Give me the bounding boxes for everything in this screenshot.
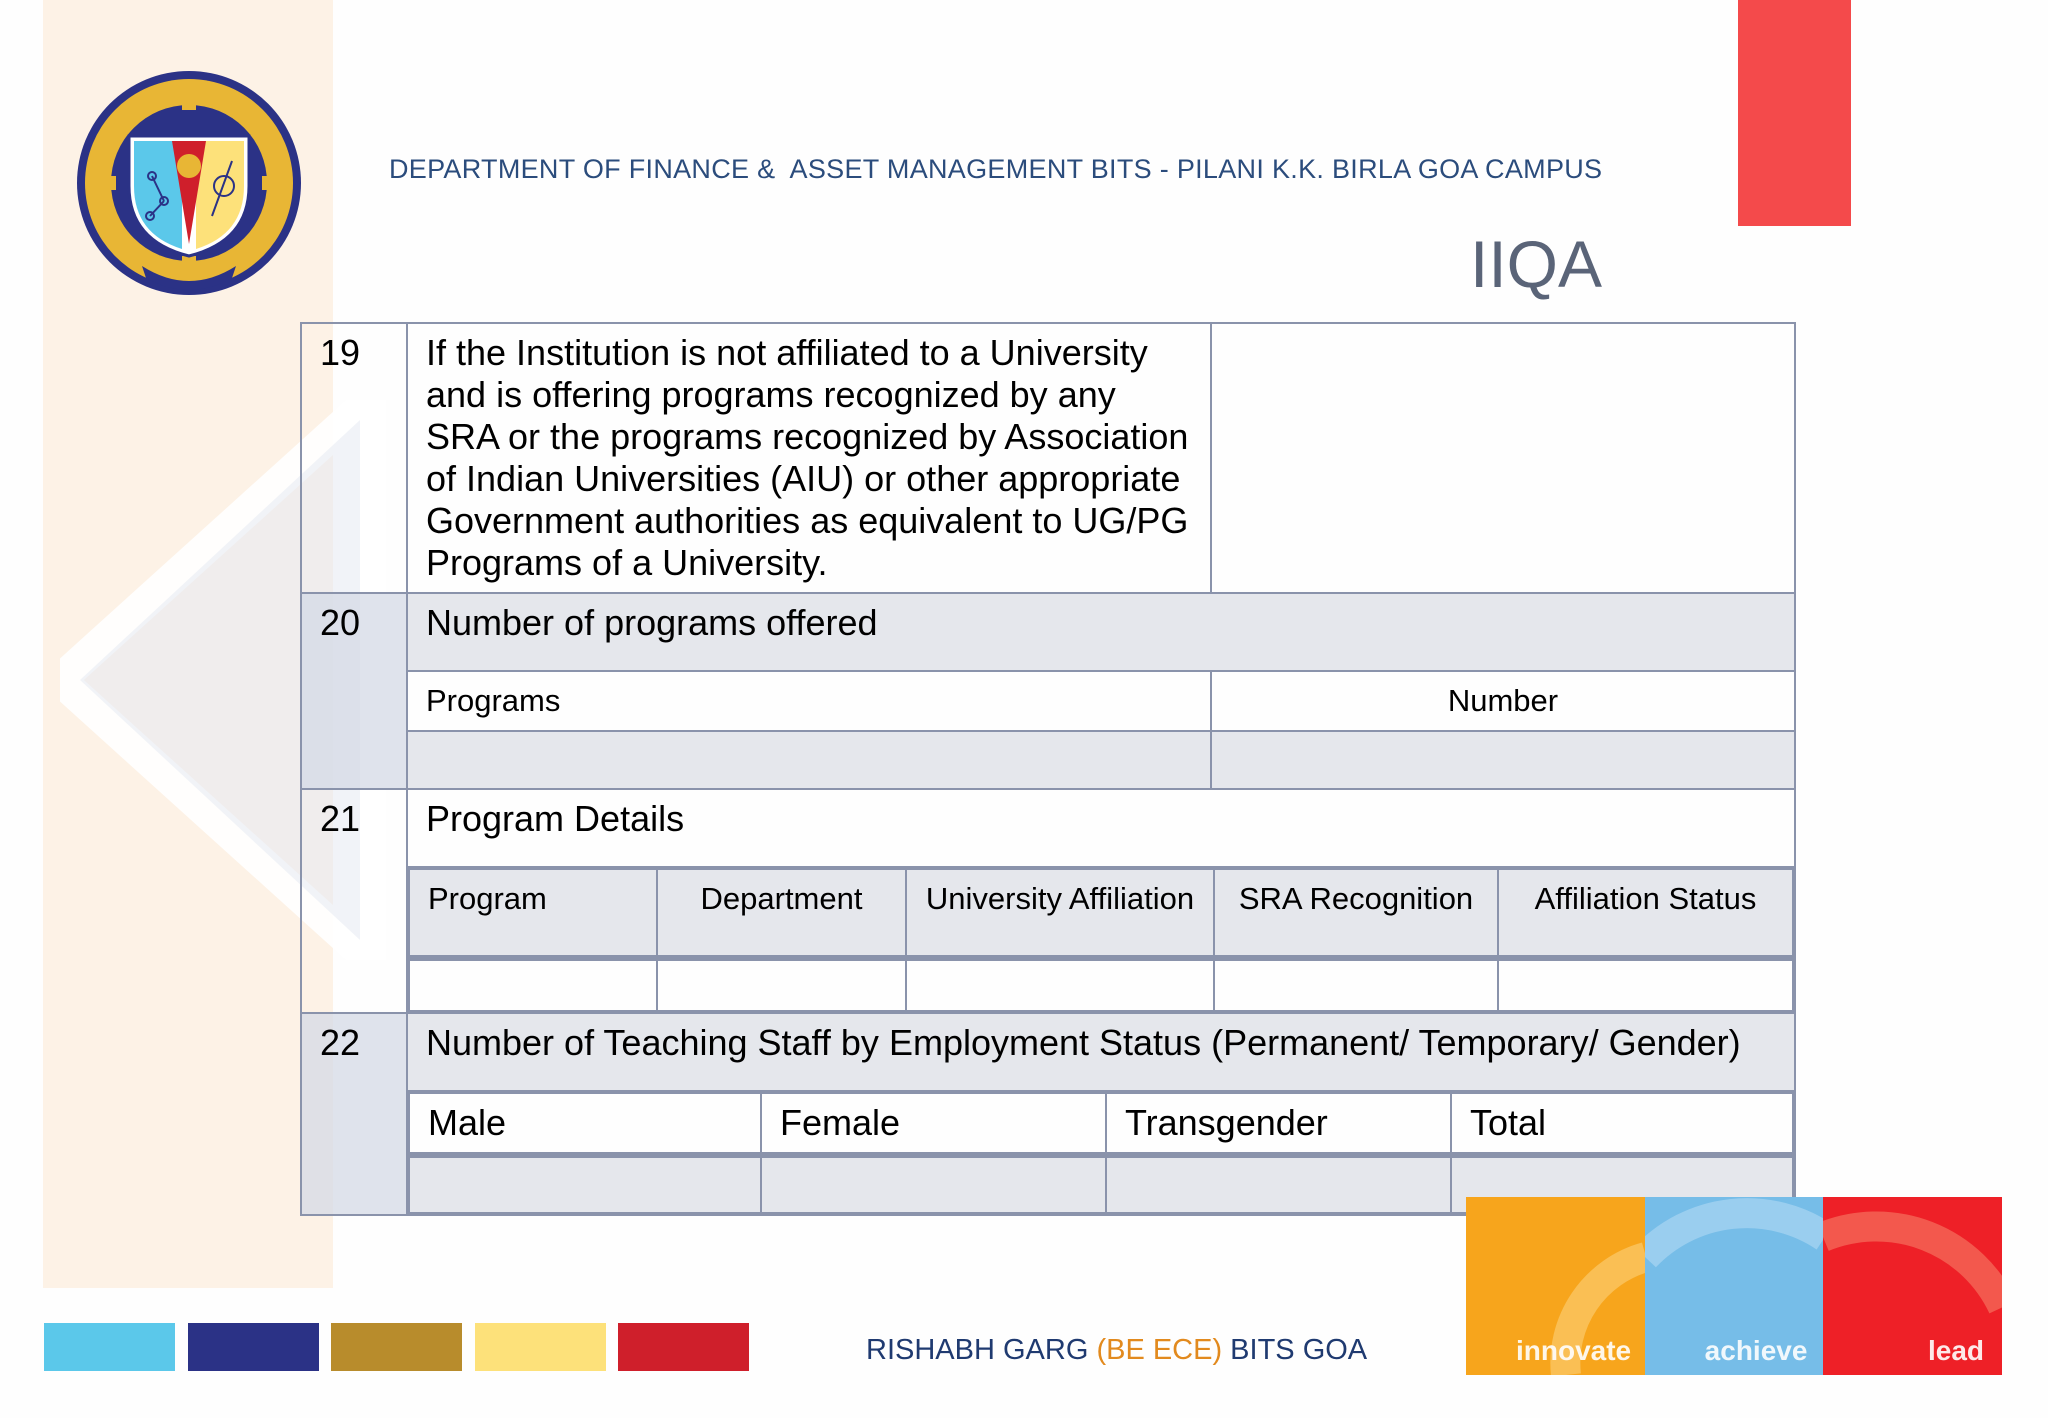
author-degree: (BE ECE) — [1096, 1334, 1223, 1366]
col-program: Program — [409, 869, 657, 956]
programs-header: Programs — [407, 671, 1211, 731]
page-title: IIQA — [1470, 227, 1603, 301]
innovate-achieve-lead-banner — [1466, 1197, 2002, 1375]
col-male: Male — [409, 1093, 761, 1153]
banner-lead — [1823, 1197, 2002, 1375]
col-sra-recognition: SRA Recognition — [1214, 869, 1498, 956]
top-red-block — [1738, 0, 1851, 226]
row-number: 21 — [301, 789, 407, 1013]
affiliation-status-input-cell[interactable] — [1498, 960, 1793, 1011]
table-row — [301, 1091, 1795, 1155]
program-input-cell[interactable] — [409, 960, 657, 1011]
color-swatch-red — [618, 1323, 749, 1371]
program-details-empty-row — [408, 959, 1794, 1012]
color-swatch-cyan — [44, 1323, 175, 1371]
table-row — [301, 731, 1795, 789]
col-female: Female — [761, 1093, 1106, 1153]
staff-header — [408, 1092, 1794, 1154]
table-row-21 — [301, 789, 1795, 867]
program-details-header — [408, 868, 1794, 957]
row-22-title: Number of Teaching Staff by Employment Status (Permanent/ Temporary/ Gender) — [407, 1013, 1795, 1091]
table-row — [301, 867, 1795, 958]
number-header: Number — [1211, 671, 1795, 731]
banner-label-lead: lead — [1927, 1335, 1985, 1366]
col-university-affiliation: University Affiliation — [906, 869, 1214, 956]
transgender-input-cell[interactable] — [1106, 1157, 1451, 1213]
row-number: 22 — [301, 1013, 407, 1215]
table-row — [301, 958, 1795, 1013]
banner-label-innovate: innovate — [1516, 1335, 1632, 1366]
department-title: DEPARTMENT OF FINANCE & ASSET MANAGEMENT BITS - PILANI K.K. BIRLA GOA CAMPUS — [389, 154, 1603, 184]
col-affiliation-status: Affiliation Status — [1498, 869, 1793, 956]
number-input-cell[interactable] — [1211, 731, 1795, 789]
banner-innovate — [1466, 1197, 1645, 1375]
footer-author — [866, 1334, 1367, 1367]
male-input-cell[interactable] — [409, 1157, 761, 1213]
author-name: RISHABH GARG — [866, 1334, 1097, 1366]
row-20-title: Number of programs offered — [407, 593, 1795, 671]
table-row — [301, 671, 1795, 731]
banner-label-achieve: achieve — [1704, 1335, 1808, 1366]
university-affiliation-input-cell[interactable] — [906, 960, 1214, 1011]
female-input-cell[interactable] — [761, 1157, 1106, 1213]
table-row-20 — [301, 593, 1795, 671]
iiqa-table — [300, 322, 1796, 1216]
color-swatch-navy — [188, 1323, 319, 1371]
col-department: Department — [657, 869, 906, 956]
col-transgender: Transgender — [1106, 1093, 1451, 1153]
banner-achieve — [1645, 1197, 1824, 1375]
bits-logo-icon — [72, 66, 306, 300]
row-number: 20 — [301, 593, 407, 789]
table-row-22 — [301, 1013, 1795, 1091]
row-21-title: Program Details — [407, 789, 1795, 867]
col-total: Total — [1451, 1093, 1793, 1153]
row-19-question: If the Institution is not affiliated to a University and is offering programs recognized by any SRA or the programs recognized by Association of Indian Universities (AIU) or other appropriate Government authorities as equivalent to UG/PG Programs of a University. — [407, 323, 1211, 593]
row-number: 19 — [301, 323, 407, 593]
sra-recognition-input-cell[interactable] — [1214, 960, 1498, 1011]
author-campus: BITS GOA — [1222, 1334, 1368, 1366]
department-input-cell[interactable] — [657, 960, 906, 1011]
row-19-answer-cell[interactable] — [1211, 323, 1795, 593]
programs-input-cell[interactable] — [407, 731, 1211, 789]
color-swatch-yellow — [475, 1323, 606, 1371]
color-swatch-gold — [331, 1323, 462, 1371]
table-row-19 — [301, 323, 1795, 593]
